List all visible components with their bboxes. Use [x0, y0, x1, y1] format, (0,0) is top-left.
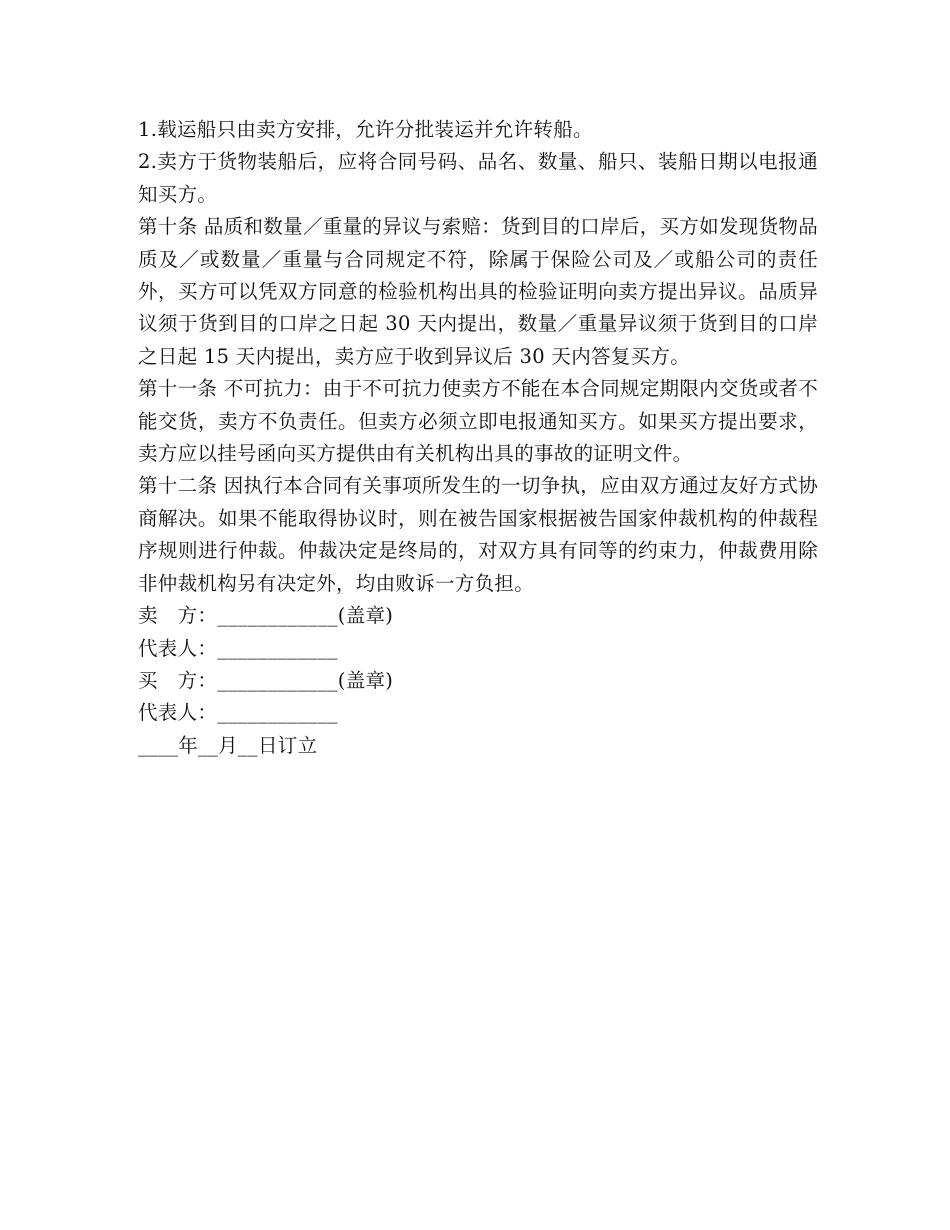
- signing-date-line: ____年__月__日订立: [138, 733, 318, 757]
- buyer-signature-line: 买 方：____________(盖章): [138, 668, 394, 692]
- contract-page: [138, 114, 818, 762]
- clause-shipping-notice: 2.卖方于货物装船后，应将合同号码、品名、数量、船只、装船日期以电报通知买方。: [138, 150, 818, 206]
- signature-block: [138, 600, 818, 762]
- clause-article-11-force-majeure: 第十一条 不可抗力：由于不可抗力使卖方不能在本合同规定期限内交货或者不能交货，卖方不负责任。但卖方必须立即电报通知买方。如果买方提出要求，卖方应以挂号函向买方提供由有关机构出具的事故的证明文件。: [138, 377, 818, 466]
- clause-shipping-arrangement: 1.载运船只由卖方安排，允许分批装运并允许转船。: [138, 118, 593, 141]
- clause-article-10-claims: 第十条 品质和数量／重量的异议与索赔：货到目的口岸后，买方如发现货物品质及／或数量／重量与合同规定不符，除属于保险公司及／或船公司的责任外，买方可以凭双方同意的检验机构出具的检验证明向卖方提出异议。品质异议须于货到目的口岸之日起 30 天内提出，数量／重量异议须于货到目的口岸之日起 15 天内提出，卖方应于收到异议后 30 天内答复买方。: [138, 215, 818, 368]
- buyer-representative-line: 代表人：____________: [138, 701, 338, 725]
- clause-article-12-arbitration: 第十二条 因执行本合同有关事项所发生的一切争执，应由双方通过友好方式协商解决。如果不能取得协议时，则在被告国家根据被告国家仲裁机构的仲裁程序规则进行仲裁。仲裁决定是终局的，对双方具有同等的约束力，仲裁费用除非仲裁机构另有决定外，均由败诉一方负担。: [138, 474, 818, 595]
- seller-signature-line: 卖 方：____________(盖章): [138, 604, 394, 628]
- seller-representative-line: 代表人：____________: [138, 636, 338, 660]
